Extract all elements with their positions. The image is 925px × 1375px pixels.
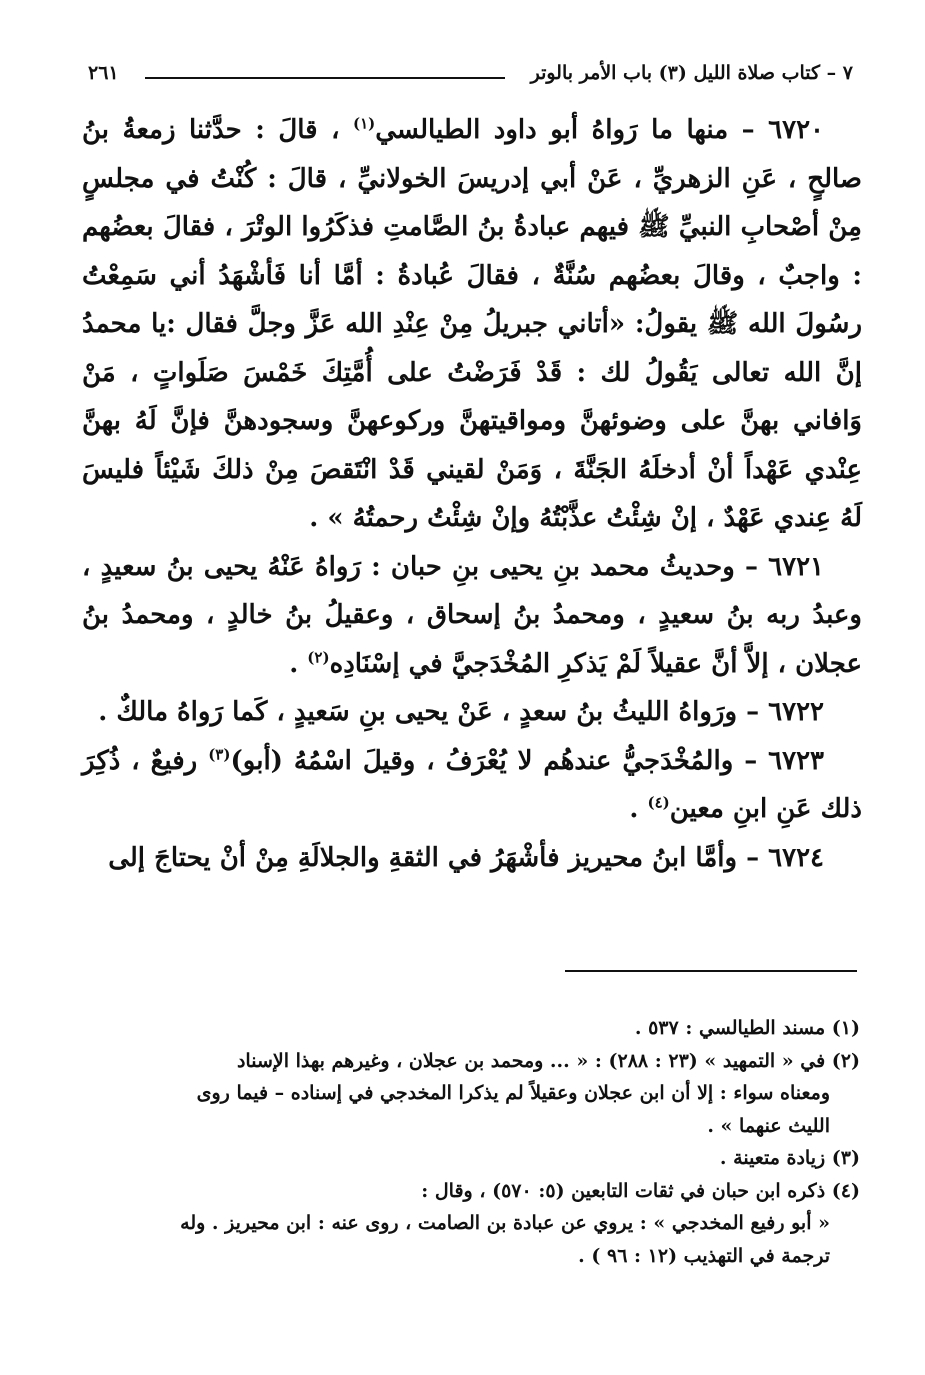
main-text bbox=[82, 106, 862, 882]
running-header bbox=[88, 58, 853, 88]
running-title: ٧ – كتاب صلاة الليل (٣) باب الأمر بالوتر bbox=[530, 62, 853, 84]
footnote-2-continuation: ومعناه سواء : إلا أن ابن عجلان وعقيلاً لم يذكرا المخدجي في إسناده – فيما روى bbox=[196, 1082, 830, 1104]
paragraph-text: . bbox=[289, 648, 308, 679]
footnote-marker: (٢) bbox=[307, 647, 330, 666]
footnote-4: (٤) ذكره ابن حبان في ثقات التابعين (٥: ٥٧٠) ، وقال : bbox=[421, 1179, 860, 1202]
footnote-2-continuation: الليث عنهما » . bbox=[707, 1114, 830, 1137]
paragraph-text: ، قالَ : حدَّثنا زمعةُ بنُ صالحٍ ، عَنِ الزهريِّ ، عَنْ أبي إدريسَ الخولانيِّ ، قالَ : كُنْتُ في مجلسٍ مِنْ أصْحابِ النبيِّ ﷺ فيهم عبادةُ بنُ الصَّامتِ فذكَرُوا الوتْرَ ، فقالَ بعضُهم : واجبٌ ، وقالَ بعضُهم سُنَّةٌ ، فقالَ عُبادةُ : أمَّا أنا فَأشْهَدُ أني سَمِعْتُ رسُولَ الله ﷺ يقولُ: «أتاني جبريلُ مِنْ عِنْدِ الله عَزَّ وجلَّ فقال :يا محمدُ إنَّ الله تعالى يَقُولُ لك : قَدْ فَرَضْتُ على أُمَّتِكَ خَمْسَ صَلَواتٍ ، مَنْ وَافاني بهنَّ على وضوئهنَّ ومواقيتهنَّ وركوعهنَّ وسجودهنَّ فإنَّ لَهُ بهنَّ عِنْدي عَهْداً أنْ أدخلَهُ الجَنَّةَ ، وَمَنْ لقيني قَدْ انْتَقصَ مِنْ ذلكَ شَيْئاً فليسَ لَهُ عِندي عَهْدٌ ، إنْ شِئْتُ عذَّبْتُهُ وإنْ شِئْتُ رحمتُهُ » . bbox=[82, 115, 862, 533]
header-rule bbox=[145, 77, 505, 79]
footnote-3: (٣) زيادة متعينة . bbox=[719, 1147, 860, 1169]
footnote-marker: (١) bbox=[352, 114, 376, 133]
footnotes bbox=[88, 1012, 860, 1272]
footnote-marker: (٣) bbox=[208, 744, 231, 763]
footnote-marker: (٤) bbox=[647, 793, 670, 812]
page-number: ٢٦١ bbox=[88, 62, 119, 84]
paragraph-text: رفيعٌ ، ذُكِرَ ذلك عَنِ ابنِ معين bbox=[82, 745, 862, 824]
footnote-1: (١) مسند الطيالسي : ٥٣٧ . bbox=[634, 1017, 860, 1039]
footnote-2: (٢) في « التمهيد » (٢٣ : ٢٨٨) : « ... ومحمد بن عجلان ، وغيرهم بهذا الإسناد bbox=[236, 1049, 860, 1072]
footnote-4-continuation: ترجمة في التهذيب (١٢ : ٩٦ ) . bbox=[578, 1244, 830, 1267]
paragraph-6723 bbox=[82, 737, 862, 834]
paragraph-text: ٦٧٢١ – وحديثُ محمد بنِ يحيى بنِ حبان : رَواهُ عَنْهُ يحيى بنُ سعيدٍ ، وعبدُ ربه بنُ سعيدٍ ، ومحمدُ بنُ إسحاق ، وعقيلُ بنُ خالدٍ ، ومحمدُ بنُ عجلان ، إلاَّ أنَّ عقيلاً لَمْ يَذكرِ المُخْدَجيَّ في إسْنَادِه bbox=[82, 551, 862, 679]
paragraph-text: ٦٧٢٢ – ورَواهُ الليثُ بنُ سعدٍ ، عَنْ يحيى بنِ سَعيدٍ ، كَما رَواهُ مالكٌ . bbox=[98, 697, 824, 727]
paragraph-6724 bbox=[82, 834, 862, 883]
paragraph-text: ٦٧٢٣ – والمُخْدَجيُّ عندهُم لا يُعْرَفُ ، وقيلَ اسْمُهُ (أبو) bbox=[230, 745, 824, 776]
paragraph-text: . bbox=[629, 794, 648, 824]
paragraph-6721 bbox=[82, 543, 862, 689]
paragraph-text: ٦٧٢٠ – منها ما رَواهُ أبو داود الطيالسي bbox=[375, 115, 824, 145]
paragraph-text: ٦٧٢٤ – وأمَّا ابنُ محيريز فأشْهَرُ في الثقةِ والجلالَةِ مِنْ أنْ يحتاجَ إلى bbox=[108, 842, 824, 873]
paragraph-6720 bbox=[82, 106, 862, 543]
paragraph-6722 bbox=[82, 688, 862, 737]
footnote-rule bbox=[565, 970, 857, 972]
footnote-4-continuation: « أبو رفيع المخدجي » : يروي عن عبادة بن الصامت ، روى عنه : ابن محيريز . وله bbox=[180, 1212, 830, 1234]
